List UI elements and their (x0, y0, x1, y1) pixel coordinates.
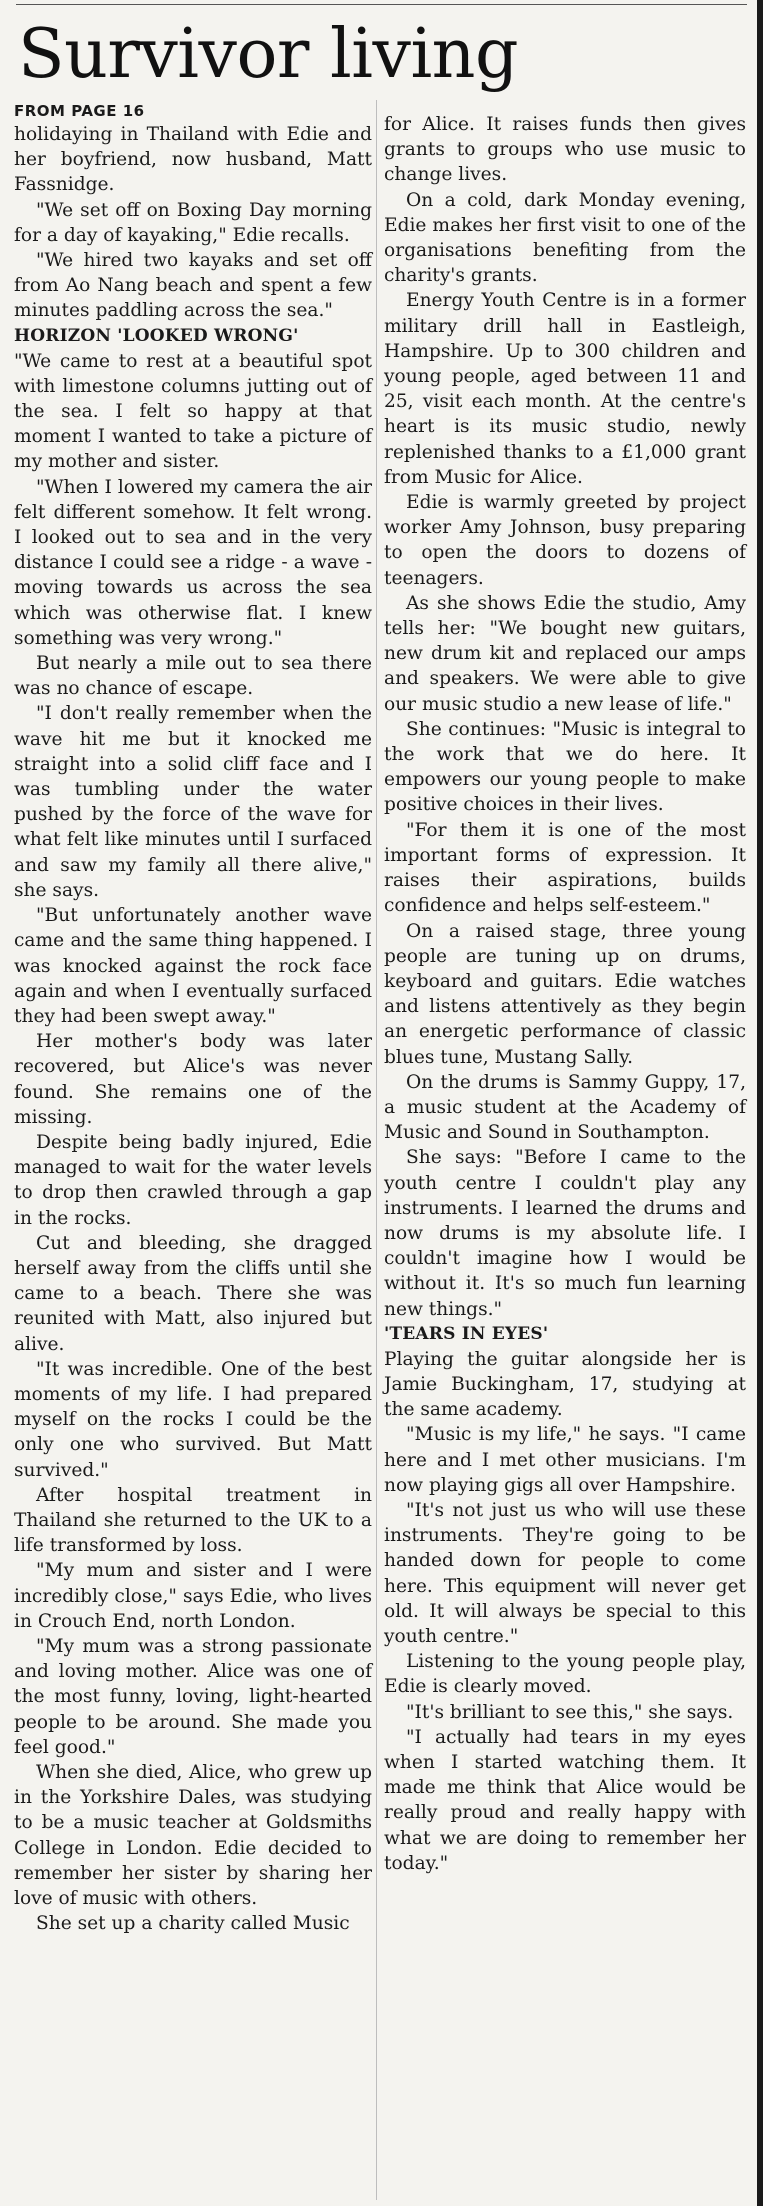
kicker: FROM PAGE 16 (14, 102, 145, 120)
paragraph: "We came to rest at a beautiful spot with limestone columns jutting out of the sea. I felt so happy at that moment I wanted to take a picture of my mother and sister. (14, 350, 372, 473)
paragraph: "But unfortunately another wave came and the same thing happened. I was knocked against the rock face again and when I eventually surfaced they had been swept away." (14, 905, 372, 1027)
paragraph: After hospital treatment in Thailand she returned to the UK to a life transformed by loss. (14, 1484, 372, 1557)
column-divider (376, 100, 377, 2200)
paragraph: Her mother's body was later recovered, but Alice's was never found. She remains one of the missing. (14, 1031, 372, 1128)
paragraph: Edie is warmly greeted by project worker Amy Johnson, busy preparing to open the doors to dozens of teenagers. (384, 492, 746, 589)
paragraph: On a raised stage, three young people are tuning up on drums, keyboard and guitars. Edie watches and listens attentively as they begin an energetic performance of classic blues tune, Mustang Sally. (384, 920, 746, 1068)
page-edge (757, 0, 763, 2206)
paragraph: She says: "Before I came to the youth centre I couldn't play any instruments. I learned the drums and now drums is my absolute life. I couldn't imagine how I would be without it. It's so much fun learning new things." (384, 1147, 746, 1320)
paragraph: "For them it is one of the most important forms of expression. It raises their aspirations, builds confidence and helps self-esteem." (384, 819, 746, 917)
top-rule (16, 4, 747, 5)
paragraph: "When I lowered my camera the air felt different somehow. It felt wrong. I looked out to sea and in the very distance I could see a ridge - a wave - moving towards us across the sea which was otherwise flat. I knew something was very wrong." (14, 476, 372, 649)
headline: Survivor living (18, 15, 519, 94)
paragraph: "My mum and sister and I were incredibly close," says Edie, who lives in Crouch End, north London. (14, 1560, 372, 1632)
paragraph: holidaying in Thailand with Edie and her boyfriend, now husband, Matt Fassnidge. (14, 124, 372, 196)
paragraph: Cut and bleeding, she dragged herself away from the cliffs until she came to a beach. There she was reunited with Matt, also injured but alive. (14, 1232, 372, 1355)
paragraph: "I don't really remember when the wave hit me but it knocked me straight into a solid cliff face and I was tumbling under the water pushed by the force of the wave for what felt like minutes until I surfaced and saw my family all there alive," she says. (14, 703, 372, 901)
paragraph: Listening to the young people play, Edie is clearly moved. (384, 1651, 746, 1698)
left-column (14, 100, 372, 1936)
paragraph: She set up a charity called Music (36, 1913, 350, 1935)
paragraph: She continues: "Music is integral to the work that we do here. It empowers our young people to make positive choices in their lives. (384, 718, 746, 816)
paragraph: for Alice. It raises funds then gives grants to groups who use music to change lives. (384, 114, 746, 186)
paragraph: "My mum was a strong passionate and loving mother. Alice was one of the most funny, loving, light-hearted people to be around. She made you feel good." (14, 1635, 372, 1758)
paragraph: On a cold, dark Monday evening, Edie makes her first visit to one of the organisations benefiting from the charity's grants. (384, 189, 746, 287)
paragraph: As she shows Edie the studio, Amy tells her: "We bought new guitars, new drum kit and replaced our amps and speakers. We were able to give our music studio a new lease of life." (384, 592, 746, 715)
subheading: 'TEARS IN EYES' (384, 1323, 549, 1344)
right-column (384, 112, 746, 1876)
paragraph: "It's brilliant to see this," she says. (406, 1701, 734, 1723)
paragraph: "I actually had tears in my eyes when I started watching them. It made me think that Alice would be really proud and really happy with what we are doing to remember her today." (384, 1726, 746, 1874)
paragraph: "Music is my life," he says. "I came here and I met other musicians. I'm now playing gigs all over Hampshire. (384, 1424, 746, 1496)
paragraph: "We set off on Boxing Day morning for a day of kayaking," Edie recalls. (14, 199, 372, 246)
paragraph: But nearly a mile out to sea there was no chance of escape. (14, 653, 372, 700)
paragraph: "It was incredible. One of the best moments of my life. I had prepared myself on the rocks I could be the only one who survived. But Matt survived." (14, 1358, 372, 1481)
paragraph: On the drums is Sammy Guppy, 17, a music student at the Academy of Music and Sound in Southampton. (384, 1071, 746, 1144)
paragraph: Despite being badly injured, Edie managed to wait for the water levels to drop then crawled through a gap in the rocks. (14, 1131, 372, 1229)
paragraph: When she died, Alice, who grew up in the Yorkshire Dales, was studying to be a music teacher at Goldsmiths College in London. Edie decided to remember her sister by sharing her love of music with others. (14, 1762, 372, 1910)
paragraph: Energy Youth Centre is in a former military drill hall in Eastleigh, Hampshire. Up to 300 children and young people, aged between 11 and 25, visit each month. At the centre's heart is its music studio, newly replenished thanks to a £1,000 grant from Music for Alice. (384, 290, 746, 488)
subheading: HORIZON 'LOOKED WRONG' (14, 325, 299, 346)
paragraph: "It's not just us who will use these instruments. They're going to be handed down for people to come here. This equipment will never get old. It will always be special to this youth centre." (384, 1499, 746, 1647)
paragraph: Playing the guitar alongside her is Jamie Buckingham, 17, studying at the same academy. (384, 1348, 746, 1421)
paragraph: "We hired two kayaks and set off from Ao Nang beach and spent a few minutes paddling across the sea." (14, 250, 372, 322)
